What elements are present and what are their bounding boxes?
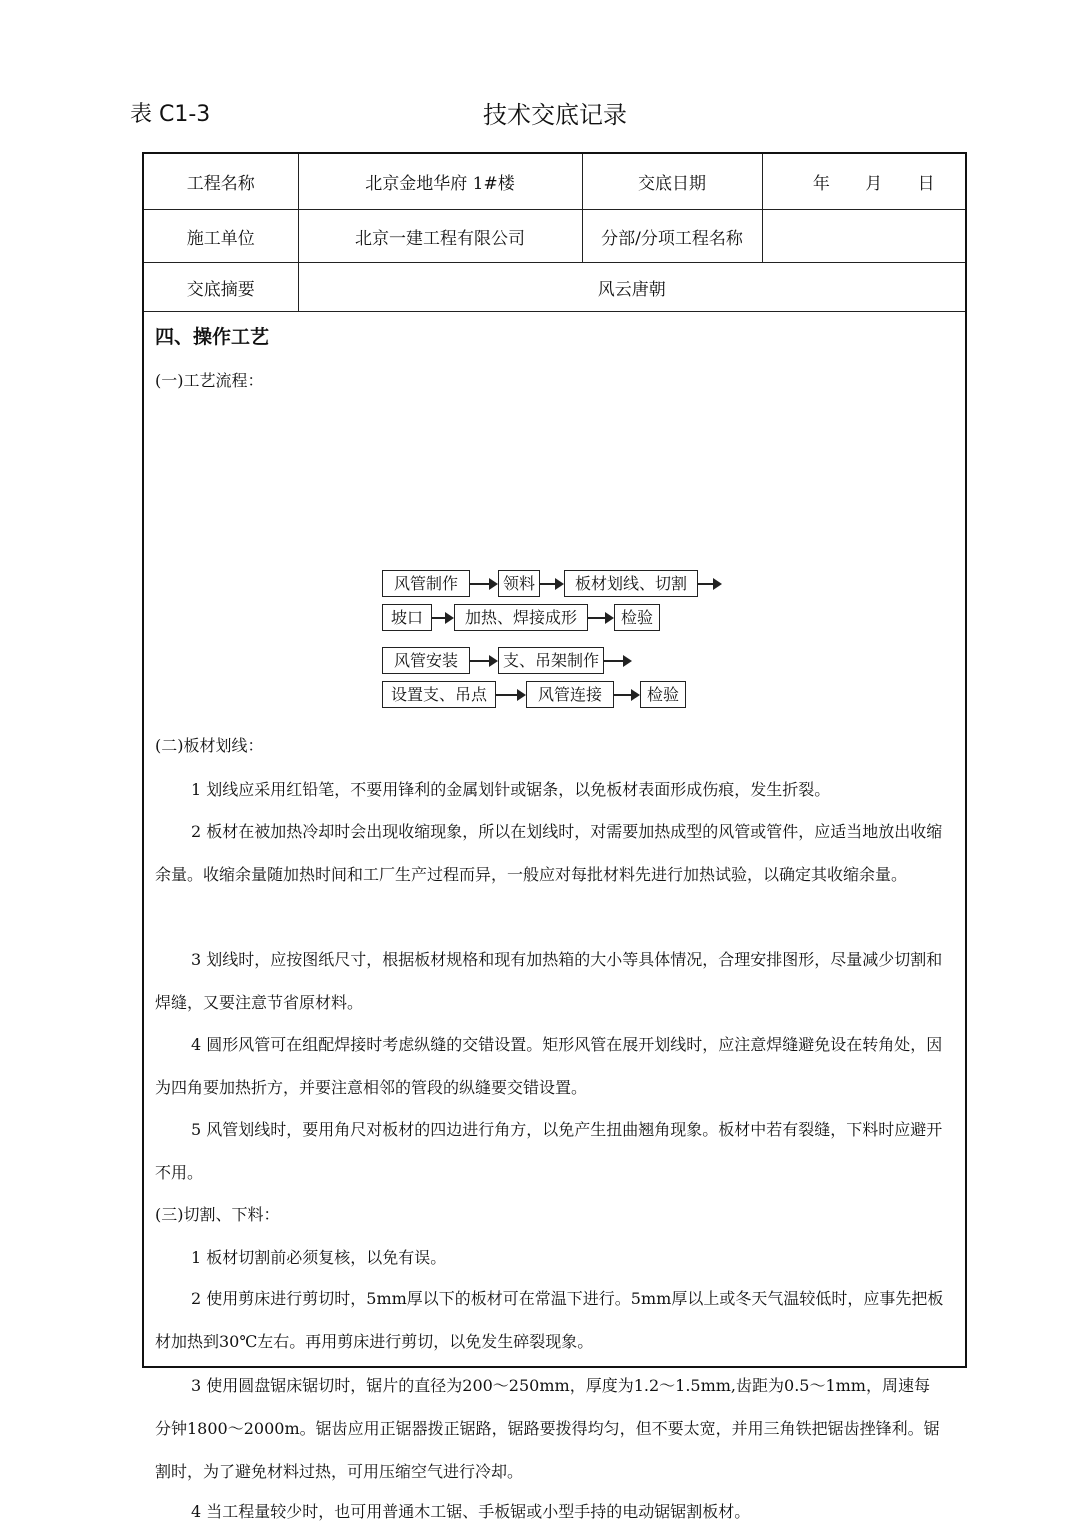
flow-box-duct-fabrication: 风管制作 [382, 570, 470, 597]
flow-box-inspection-1: 检验 [614, 604, 660, 631]
flow-arrow [470, 660, 496, 662]
summary-value: 风云唐朝 [298, 263, 965, 312]
project-name-label: 工程名称 [144, 154, 298, 210]
flow-arrow [588, 617, 612, 619]
header-row-summary [144, 263, 965, 312]
marking-item-3: 3 划线时，应按图纸尺寸，根据板材规格和现有加热箱的大小等具体情况，合理安排图形，尽量减少切割和焊缝，又要注意节省原材料。 [155, 950, 943, 1012]
flow-box-material-pick: 领料 [498, 570, 540, 597]
date-label: 交底日期 [582, 154, 762, 210]
flow-box-bevel: 坡口 [382, 604, 432, 631]
flow-box-set-hanger-points: 设置支、吊点 [382, 681, 496, 708]
header-table [144, 154, 965, 312]
cutting-item-3: 3 使用圆盘锯床锯切时，锯片的直径为200～250mm，厚度为1.2～1.5mm,齿距为0.5～1mm，周速每分钟1800～2000m。锯齿应用正锯器拨正锯路，锯路要拨得均匀，但不要太宽，并用三角铁把锯齿挫锋利。锯割时，为了避免材料过热，可用压缩空气进行冷却。 [155, 1376, 940, 1481]
date-day: 日 [917, 174, 935, 194]
marking-item-2: 2 板材在被加热冷却时会出现收缩现象，所以在划线时，对需要加热成型的风管或管件，应适当地放出收缩余量。收缩余量随加热时间和工厂生产过程而异，一般应对每批材料先进行加热试验，以确定其收缩余量。 [155, 822, 943, 884]
flow-box-marking-cutting: 板材划线、切割 [564, 570, 698, 597]
marking-heading: (二)板材划线： [155, 736, 264, 755]
marking-item-5: 5 风管划线时，要用角尺对板材的四边进行角方，以免产生扭曲翘角现象。板材中若有裂缝，下料时应避开不用。 [155, 1120, 943, 1182]
flow-box-hanger-fabrication: 支、吊架制作 [498, 647, 604, 674]
cutting-item-1: 1 板材切割前必须复核，以免有误。 [191, 1248, 447, 1267]
record-frame [142, 152, 967, 1521]
subproject-label: 分部/分项工程名称 [582, 210, 762, 263]
summary-label: 交底摘要 [144, 263, 298, 312]
section-title: 四、操作工艺 [155, 326, 270, 348]
flow-arrow [698, 583, 720, 585]
date-value [762, 154, 965, 210]
header-row-project [144, 154, 965, 210]
flow-box-duct-connection: 风管连接 [526, 681, 614, 708]
flow-box-duct-install: 风管安装 [382, 647, 470, 674]
cutting-heading: (三)切割、下料： [155, 1205, 280, 1224]
marking-item-1: 1 划线应采用红铅笔，不要用锋利的金属划针或锯条，以免板材表面形成伤痕，发生折裂。 [191, 780, 831, 799]
form-code: 表 C1-3 [130, 102, 211, 127]
marking-item-4: 4 圆形风管可在组配焊接时考虑纵缝的交错设置。矩形风管在展开划线时，应注意焊缝避免设在转角处，因为四角要加热折方，并要注意相邻的管段的纵缝要交错设置。 [155, 1035, 943, 1097]
contractor-value: 北京一建工程有限公司 [298, 210, 582, 263]
document-title: 技术交底记录 [483, 101, 627, 129]
flow-arrow [604, 660, 630, 662]
date-month: 月 [865, 174, 883, 194]
date-year: 年 [812, 174, 830, 194]
flow-arrow [470, 583, 496, 585]
flow-arrow [496, 694, 524, 696]
flow-box-heat-weld: 加热、焊接成形 [454, 604, 588, 631]
cutting-item-4: 4 当工程量较少时，也可用普通木工锯、手板锯或小型手持的电动锯锯割板材。 [191, 1502, 751, 1521]
contractor-label: 施工单位 [144, 210, 298, 263]
subproject-value [762, 210, 965, 263]
flow-box-inspection-2: 检验 [640, 681, 686, 708]
header-row-contractor [144, 210, 965, 263]
flow-arrow [432, 617, 452, 619]
process-flow-heading: (一)工艺流程： [155, 371, 264, 390]
cutting-item-2: 2 使用剪床进行剪切时，5mm厚以下的板材可在常温下进行。5mm厚以上或冬天气温较低时，应事先把板材加热到30℃左右。再用剪床进行剪切，以免发生碎裂现象。 [155, 1289, 944, 1351]
flow-arrow [614, 694, 638, 696]
flow-arrow [540, 583, 562, 585]
project-name-value: 北京金地华府 1#楼 [298, 154, 582, 210]
